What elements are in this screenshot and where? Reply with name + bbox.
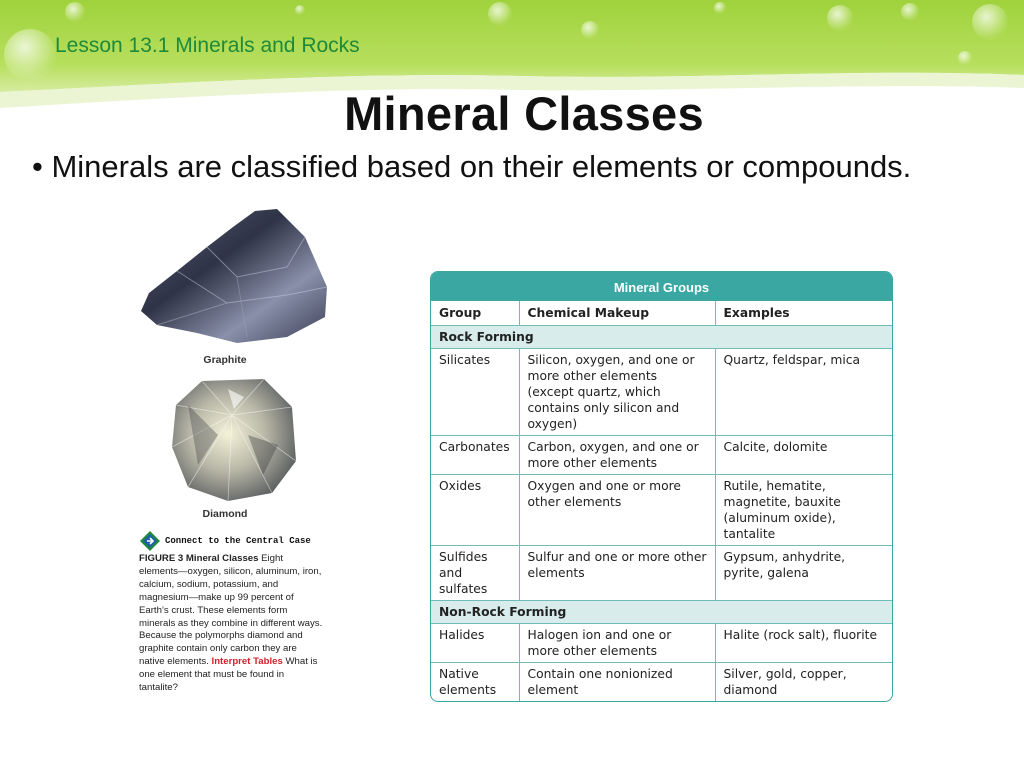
group-cell: Halides: [431, 624, 519, 663]
section-row: [431, 326, 892, 349]
interpret-tables-label: Interpret Tables: [211, 656, 283, 668]
examples-cell: Quartz, feldspar, mica: [715, 349, 892, 436]
figure-number: FIGURE 3: [139, 553, 184, 564]
table-row: [431, 475, 892, 546]
column-header: Examples: [715, 301, 892, 326]
examples-cell: Gypsum, anhydrite, pyrite, galena: [715, 546, 892, 601]
makeup-cell: Halogen ion and one or more other elements: [519, 624, 715, 663]
examples-cell: Halite (rock salt), fluorite: [715, 624, 892, 663]
figure-body: Eight elements—oxygen, silicon, aluminum, iron, calcium, sodium, potassium, and magnesium—make up 99 percent of Earth’s crust. These elements form minerals as they combine in different ways. Because the polymorphs diamond and graphite contain only carbon they are native elements.: [139, 553, 323, 668]
makeup-cell: Silicon, oxygen, and one or more other elements (except quartz, which contains only silicon and oxygen): [519, 349, 715, 436]
slide-title: Mineral Classes: [344, 87, 704, 140]
examples-cell: Rutile, hematite, magnetite, bauxite (aluminum oxide), tantalite: [715, 475, 892, 546]
figure-caption: [139, 553, 324, 695]
table-row: [431, 624, 892, 663]
figure-question: What is one element that must be found in tantalite?: [139, 656, 318, 694]
mineral-groups-table: [430, 271, 893, 702]
connect-arrow-icon: [139, 530, 161, 552]
bullet-point: • Minerals are classified based on their elements or compounds.: [32, 149, 912, 184]
group-cell: Carbonates: [431, 436, 519, 475]
section-label: Rock Forming: [431, 326, 892, 349]
examples-cell: Silver, gold, copper, diamond: [715, 663, 892, 702]
group-cell: Native elements: [431, 663, 519, 702]
group-cell: Sulfides and sulfates: [431, 546, 519, 601]
group-cell: Silicates: [431, 349, 519, 436]
lesson-label: Lesson 13.1 Minerals and Rocks: [55, 34, 360, 57]
diamond-image: [168, 375, 300, 503]
makeup-cell: Oxygen and one or more other elements: [519, 475, 715, 546]
section-row: [431, 601, 892, 624]
section-label: Non-Rock Forming: [431, 601, 892, 624]
figure-title: Mineral Classes: [185, 553, 259, 564]
examples-cell: Calcite, dolomite: [715, 436, 892, 475]
makeup-cell: Carbon, oxygen, and one or more other elements: [519, 436, 715, 475]
column-header: Group: [431, 301, 519, 326]
table-row: [431, 546, 892, 601]
connect-central-case: [139, 530, 311, 552]
column-header: Chemical Makeup: [519, 301, 715, 326]
table-row: [431, 663, 892, 702]
table-header-row: [431, 301, 892, 326]
table-title: Mineral Groups: [431, 272, 892, 301]
diamond-caption: Diamond: [202, 508, 248, 520]
connect-label: Connect to the Central Case: [165, 536, 311, 546]
table-row: [431, 436, 892, 475]
graphite-caption: Graphite: [203, 354, 247, 366]
graphite-image: [137, 207, 332, 347]
makeup-cell: Contain one nonionized element: [519, 663, 715, 702]
table-row: [431, 349, 892, 436]
makeup-cell: Sulfur and one or more other elements: [519, 546, 715, 601]
group-cell: Oxides: [431, 475, 519, 546]
